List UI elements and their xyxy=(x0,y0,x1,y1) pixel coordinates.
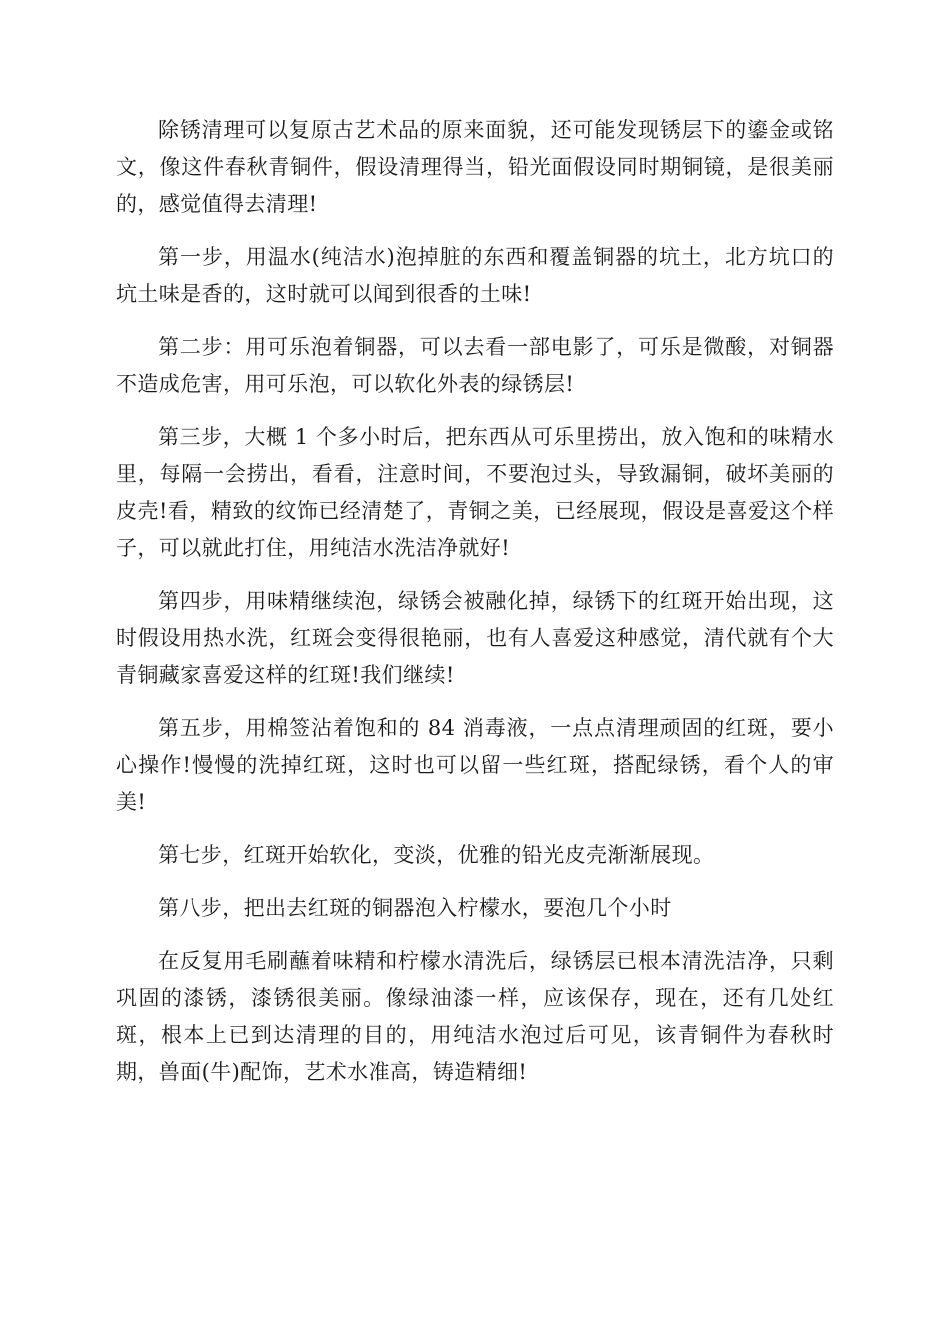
document-body xyxy=(116,112,834,1107)
paragraph-intro: 除锈清理可以复原古艺术品的原来面貌，还可能发现锈层下的鎏金或铭文，像这件春秋青铜件，假设清理得当，铅光面假设同时期铜镜，是很美丽的，感觉值得去清理! xyxy=(116,118,834,216)
paragraph-step-8: 第八步，把出去红斑的铜器泡入柠檬水，要泡几个小时 xyxy=(158,896,672,920)
paragraph-step-3: 第三步，大概 1 个多小时后，把东西从可乐里捞出，放入饱和的味精水里，每隔一会捞出，看看，注意时间，不要泡过头，导致漏铜，破坏美丽的皮壳!看，精致的纹饰已经清楚了，青铜之美，已经展现，假设是喜爱这个样子，可以就此打住，用纯洁水洗洁净就好! xyxy=(116,425,834,560)
paragraph-step-2: 第二步：用可乐泡着铜器，可以去看一部电影了，可乐是微酸，对铜器不造成危害，用可乐泡，可以软化外表的绿锈层! xyxy=(116,335,834,396)
paragraph-step-7: 第七步，红斑开始软化，变淡，优雅的铅光皮壳渐渐展现。 xyxy=(158,843,715,867)
paragraph-conclusion: 在反复用毛刷蘸着味精和柠檬水清洗后，绿锈层已根本清洗洁净，只剩巩固的漆锈，漆锈很美丽。像绿油漆一样，应该保存，现在，还有几处红斑，根本上已到达清理的目的，用纯洁水泡过后可见，该青铜件为春秋时期，兽面(牛)配饰，艺术水准高，铸造精细! xyxy=(116,949,834,1084)
paragraph-step-1: 第一步，用温水(纯洁水)泡掉脏的东西和覆盖铜器的坑土，北方坑口的坑土味是香的，这时就可以闻到很香的土味! xyxy=(116,245,834,306)
paragraph-step-4: 第四步，用味精继续泡，绿锈会被融化掉，绿锈下的红斑开始出现，这时假设用热水洗，红斑会变得很艳丽，也有人喜爱这种感觉，清代就有个大青铜藏家喜爱这样的红斑!我们继续! xyxy=(116,589,834,687)
paragraph-step-5: 第五步，用棉签沾着饱和的 84 消毒液，一点点清理顽固的红斑，要小心操作!慢慢的洗掉红斑，这时也可以留一些红斑，搭配绿锈，看个人的审美! xyxy=(116,716,834,814)
